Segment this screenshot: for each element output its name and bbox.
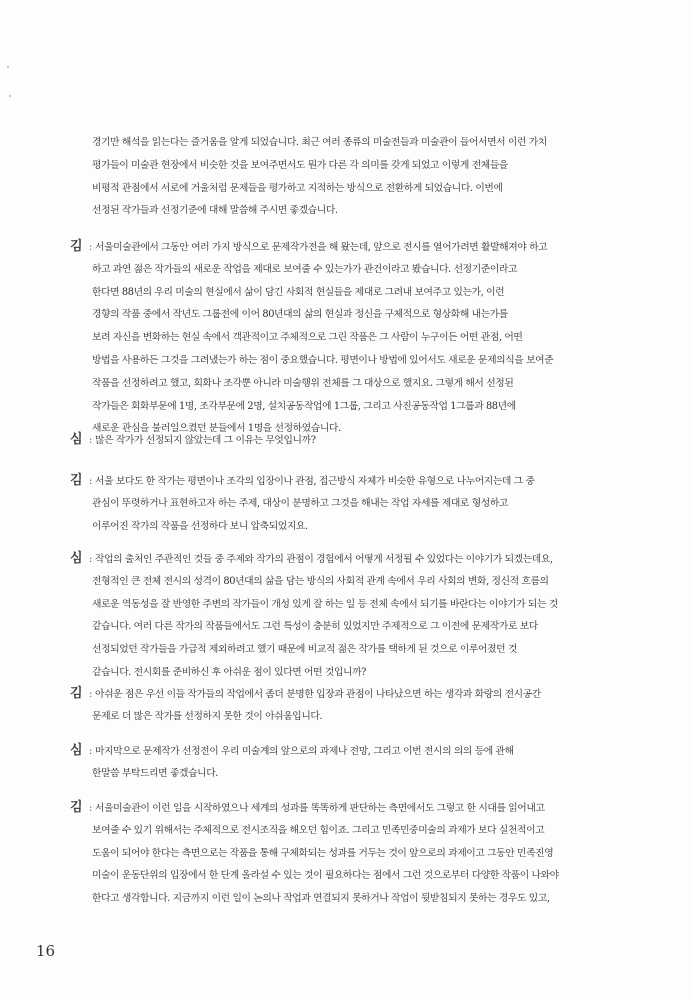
text-line: 하고 과연 젊은 작가들의 새로운 작업을 제대로 보여줄 수 있는가가 관건이라고 봤습니다. 선정기준이라고 [92, 263, 518, 275]
text-line: 같습니다. 여러 다른 작가의 작품들에서도 그런 특성이 충분히 있었지만 주제적으로 그 이전에 문제작가로 보다 [92, 621, 538, 633]
text-line: 작업의 출처인 주관적인 것들 중 주제와 작가의 관점이 경험에서 어떻게 서정될 수 있었다는 이야기가 되겠는데요, [95, 554, 553, 565]
text-line: 새로운 역동성을 잘 반영한 주변의 작가들이 개성 있게 잘 하는 일 등 전체 속에서 되기를 바란다는 이야기가 되는 것 [92, 598, 558, 610]
text-line: 선정된 작가들과 선정기준에 대해 말씀해 주시면 좋겠습니다. [92, 205, 338, 217]
text-line: 이루어진 작가의 작품을 선정하다 보니 압축되었지요. [92, 520, 308, 532]
text-line: 한다고 생각합니다. 지금까지 이런 일이 논의나 작업과 연결되지 못하거나 작업이 뒷받침되지 못하는 경우도 있고, [92, 893, 550, 905]
paragraph-kim-3: 김 : 아쉬운 점은 우선 이들 작가들의 작업에서 좀더 분명한 입장과 관점이 나타났으면 하는 생각과 화랑의 전시공간 문제로 더 많은 작가를 선정하지 못한 것이 아쉬움입니다. [70, 683, 670, 729]
paragraph-sim-3: 심 : 마지막으로 문제작가 선정전이 우리 미술계의 앞으로의 과제나 전망, 그리고 이번 전시의 의의 등에 관해 한말씀 부탁드리면 좋겠습니다. [70, 740, 670, 786]
page-number: 16 [36, 942, 56, 960]
text-line: 마지막으로 문제작가 선정전이 우리 미술계의 앞으로의 과제나 전망, 그리고 이번 전시의 의의 등에 관해 [95, 746, 514, 757]
text-line: 비평적 관점에서 서로에 거울처럼 문제들을 평가하고 지적하는 방식으로 전환하게 되었습니다. 이번에 [92, 182, 503, 194]
text-line: 미술이 운동단위의 입장에서 한 단계 올라설 수 있는 것이 필요하다는 점에서 그런 것으로부터 다양한 작품이 나와야 [92, 870, 559, 882]
text-line: 작가들은 회화부문에 1명, 조각부문에 2명, 설치공동작업에 1그룹, 그리고 사진공동작업 1그룹과 88년에 [92, 400, 516, 412]
text-line: 한다면 88년의 우리 미술의 현실에서 삶이 담긴 사회적 현실들을 제대로 그려내 보여주고 있는가, 이런 [92, 286, 505, 298]
speaker-label: 심 [70, 551, 83, 566]
text-line: 보여줄 수 있기 위해서는 주체적으로 전시조직을 해오던 힘이죠. 그리고 민족민중미술의 과제가 보다 실천적이고 [92, 824, 545, 836]
text-line: 문제로 더 많은 작가를 선정하지 못한 것이 아쉬움입니다. [92, 710, 323, 722]
speaker-label: 심 [70, 432, 83, 447]
text-line: 같습니다. 전시회를 준비하신 후 아쉬운 점이 있다면 어떤 것입니까? [92, 666, 367, 678]
text-line: 서울미술관이 이런 일을 시작하였으나 세계의 성과를 똑똑하게 판단하는 측면에서도 그렇고 한 시대를 읽어내고 [95, 803, 545, 814]
text-line: 방법을 사용하든 그것을 그려냈는가 하는 점이 중요했습니다. 평면이나 방법에 있어서도 새로운 문제의식을 보여준 [92, 354, 554, 366]
text-line: 서울미술관에서 그동안 여러 가지 방식으로 문제작가전을 해 왔는데, 앞으로 전시를 열어가려면 활발해져야 하고 [95, 242, 548, 253]
text-line: 서울 보다도 한 작가는 평면이나 조각의 입장이나 관점, 접근방식 자체가 비슷한 유형으로 나누어지는데 그 중 [95, 476, 535, 487]
text-line: 작품을 선정하려고 했고, 회화나 조각뿐 아니라 미술행위 전체를 그 대상으로 했지요. 그렇게 해서 선정된 [92, 377, 514, 389]
scan-speck [9, 95, 11, 97]
text-line: 선정되었던 작가들을 가급적 제외하려고 했기 때문에 비교적 젊은 작가를 택하게 된 것으로 이루어졌던 것 [92, 644, 518, 656]
text-line: 평가들이 미술관 현장에서 비슷한 것을 보여주면서도 뭔가 다른 각 의미를 갖게 되었고 이렇게 전체들을 [92, 159, 508, 171]
paragraph-intro-continuation [70, 132, 670, 223]
paragraph-sim-2: 심 : 작업의 출처인 주관적인 것들 중 주제와 작가의 관점이 경험에서 어떻게 서정될 수 있었다는 이야기가 되겠는데요, 전형적인 큰 전체 전시의 성격이 80년대의 삶을 담는 방식의 사회적 관계 속에서 우리 사회의 변화, 정신적 흐름의 새로운 역동성을 잘 반영한 주변의 작가들이 개성 있게 잘 하는 일 등 전체 속에서 되기를 바란다는 이야기가 되는 것 같습니다. 여러 다른 작가의 작품들에서도 그런 특성이 충분히 있었지만 주제적으로 그 이전에 문제작가로 보다 선정되었던 작가들을 가급적 제외하려고 했기 때문에 비교적 젊은 작가를 택하게 된 것으로 이루어졌던 것 같습니다. 전시회를 준비하신 후 아쉬운 점이 있다면 어떤 것입니까? [70, 548, 670, 685]
text-line: 도움이 되어야 한다는 측면으로는 작품을 통해 구체화되는 성과를 거두는 것이 앞으로의 과제이고 그동안 민족진영 [92, 847, 554, 859]
paragraph-sim-1: 심 : 많은 작가가 선정되지 않았는데 그 이유는 무엇입니까? [70, 429, 670, 452]
text-line: 경향의 작품 중에서 작년도 그룹전에 이어 80년대의 삶의 현실과 정신을 구체적으로 형상화해 내는가를 [92, 309, 508, 321]
paragraph-kim-2: 김 : 서울 보다도 한 작가는 평면이나 조각의 입장이나 관점, 접근방식 자체가 비슷한 유형으로 나누어지는데 그 중 관심이 뚜렷하거나 표현하고자 하는 주제, 대상이 분명하고 그것을 해내는 작업 자세를 제대로 형성하고 이루어진 작가의 작품을 선정하다 보니 압축되었지요. [70, 470, 670, 538]
text-line: 보려 자신을 변화하는 현실 속에서 객관적이고 주체적으로 그린 작품은 그 사람이 누구이든 어떤 관점, 어떤 [92, 332, 523, 344]
speaker-label: 김 [70, 239, 83, 254]
speaker-label: 김 [70, 800, 83, 815]
speaker-label: 김 [70, 686, 83, 701]
paragraph-kim-4: 김 : 서울미술관이 이런 일을 시작하였으나 세계의 성과를 똑똑하게 판단하는 측면에서도 그렇고 한 시대를 읽어내고 보여줄 수 있기 위해서는 주체적으로 전시조직을 해오던 힘이죠. 그리고 민족민중미술의 과제가 보다 실천적이고 도움이 되어야 한다는 측면으로는 작품을 통해 구체화되는 성과를 거두는 것이 앞으로의 과제이고 그동안 민족진영 미술이 운동단위의 입장에서 한 단계 올라설 수 있는 것이 필요하다는 점에서 그런 것으로부터 다양한 작품이 나와야 한다고 생각합니다. 지금까지 이런 일이 논의나 작업과 연결되지 못하거나 작업이 뒷받침되지 못하는 경우도 있고, [70, 797, 670, 911]
text-line: 경기만 해석을 읽는다는 즐거움을 알게 되었습니다. 최근 여러 종류의 미술전들과 미술관이 들어서면서 이런 가치 [92, 137, 547, 148]
scan-speck [7, 66, 9, 68]
text-line: 아쉬운 점은 우선 이들 작가들의 작업에서 좀더 분명한 입장과 관점이 나타났으면 하는 생각과 화랑의 전시공간 [95, 689, 541, 700]
text-line: 전형적인 큰 전체 전시의 성격이 80년대의 삶을 담는 방식의 사회적 관계 속에서 우리 사회의 변화, 정신적 흐름의 [92, 575, 549, 587]
text-line: 새로운 관심을 불러일으켰던 분들에서 1명을 선정하였습니다. [92, 423, 341, 435]
speaker-label: 김 [70, 473, 83, 488]
speaker-label: 심 [70, 743, 83, 758]
text-line: 많은 작가가 선정되지 않았는데 그 이유는 무엇입니까? [95, 435, 316, 446]
text-line: 관심이 뚜렷하거나 표현하고자 하는 주제, 대상이 분명하고 그것을 해내는 작업 자세를 제대로 형성하고 [92, 497, 508, 509]
text-line: 한말씀 부탁드리면 좋겠습니다. [92, 767, 218, 779]
paragraph-kim-1: 김 : 서울미술관에서 그동안 여러 가지 방식으로 문제작가전을 해 왔는데, 앞으로 전시를 열어가려면 활발해져야 하고 하고 과연 젊은 작가들의 새로운 작업을 제대로 보여줄 수 있는가가 관건이라고 봤습니다. 선정기준이라고 한다면 88년의 우리 미술의 현실에서 삶이 담긴 사회적 현실들을 제대로 그려내 보여주고 있는가, 이런 경향의 작품 중에서 작년도 그룹전에 이어 80년대의 삶의 현실과 정신을 구체적으로 형상화해 내는가를 보려 자신을 변화하는 현실 속에서 객관적이고 주체적으로 그린 작품은 그 사람이 누구이든 어떤 관점, 어떤 방법을 사용하든 그것을 그려냈는가 하는 점이 중요했습니다. 평면이나 방법에 있어서도 새로운 문제의식을 보여준 작품을 선정하려고 했고, 회화나 조각뿐 아니라 미술행위 전체를 그 대상으로 했지요. 그렇게 해서 선정된 작가들은 회화부문에 1명, 조각부문에 2명, 설치공동작업에 1그룹, 그리고 사진공동작업 1그룹과 88년에 새로운 관심을 불러일으켰던 분들에서 1명을 선정하였습니다. [70, 236, 670, 441]
